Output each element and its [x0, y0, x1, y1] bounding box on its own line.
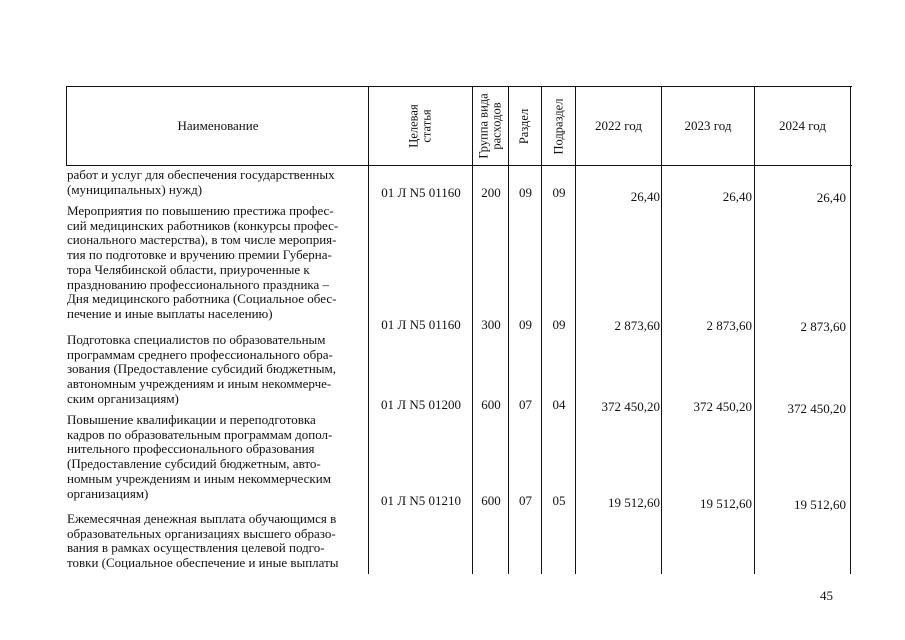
- row-2-line-8: печение и иные выплаты населению): [67, 305, 273, 321]
- row-3-line-3: зования (Предоставление субсидий бюджетным,: [67, 361, 336, 377]
- row-1-code: 01 Л N5 01160: [381, 185, 461, 200]
- row-1-line-1: работ и услуг для обеспечения государственных: [67, 167, 335, 182]
- header-expense-group-line2: расходов: [489, 102, 504, 150]
- row-4-2022: 19 512,60: [608, 495, 660, 510]
- row-3-group: 600: [481, 397, 501, 412]
- table-row-2-description: [67, 204, 363, 322]
- row-4-subsection: 05: [552, 493, 566, 508]
- row-2-group: 300: [481, 317, 501, 332]
- row-4-line-4: (Предоставление субсидий бюджетным, авто-: [67, 456, 321, 472]
- row-4-line-1: Повышение квалификации и переподготовка: [67, 412, 316, 427]
- row-2-subsection: 09: [552, 317, 566, 332]
- header-year-2023: 2023 год: [684, 118, 732, 133]
- row-3-line-5: ским организациям): [67, 390, 179, 406]
- header-bottom-border: [66, 165, 852, 166]
- col-border-year1: [661, 86, 662, 574]
- col-border-year2: [754, 86, 755, 574]
- row-2-line-7: Дня медицинского работника (Социальное обес-: [67, 291, 337, 307]
- header-name: Наименование: [177, 118, 259, 133]
- row-3-line-2: программам среднего профессионального обра-: [67, 346, 333, 362]
- row-3-2023: 372 450,20: [693, 399, 752, 414]
- header-subsection-label: Подраздел: [551, 98, 565, 154]
- row-3-2024: 372 450,20: [787, 401, 846, 416]
- row-1-2023: 26,40: [722, 189, 752, 204]
- row-1-section: 09: [519, 185, 532, 200]
- header-section-label: Раздел: [517, 108, 532, 144]
- row-4-section: 07: [519, 493, 532, 508]
- row-2-line-1: Мероприятия по повышению престижа профес-: [67, 203, 334, 218]
- row-2-line-2: сий медицинских работников (конкурсы профес-: [67, 217, 339, 233]
- header-target-article-line2: статья: [419, 109, 434, 143]
- row-2-2022: 2 873,60: [614, 318, 660, 333]
- header-year-2022: 2022 год: [595, 118, 642, 133]
- row-3-2022: 372 450,20: [601, 399, 660, 414]
- header-expense-group: [473, 87, 508, 165]
- row-4-code: 01 Л N5 01210: [381, 493, 461, 508]
- row-1-subsection: 09: [552, 185, 566, 200]
- header-expense-group-line1: Группа вида: [476, 93, 491, 159]
- header-target-article: [369, 87, 472, 165]
- header-subsection: [542, 87, 575, 165]
- row-2-line-3: сионального мастерства), в том числе мероприя-: [67, 232, 337, 248]
- row-5-line-3: вания в рамках осуществления целевой подго-: [67, 540, 325, 556]
- row-5-line-4: товки (Социальное обеспечение и иные выплаты: [67, 555, 339, 571]
- header-target-article-line1: Целевая: [406, 104, 421, 148]
- row-4-group: 600: [481, 493, 501, 508]
- page-number: 45: [820, 588, 833, 603]
- row-2-section: 09: [519, 317, 532, 332]
- table-row-1-description: [67, 168, 363, 197]
- row-4-line-3: нительного профессионального образования: [67, 441, 315, 457]
- row-1-2022: 26,40: [630, 189, 660, 204]
- header-section: [509, 87, 541, 165]
- row-2-line-4: тия по подготовке и вручению премии Губерна-: [67, 247, 332, 263]
- table-row-3-description: [67, 333, 363, 407]
- row-4-2024: 19 512,60: [794, 497, 846, 512]
- row-4-line-5: номным учреждениям и иным некоммерческим: [67, 470, 331, 486]
- row-1-line-2: (муниципальных) нужд): [67, 181, 203, 197]
- row-1-2024: 26,40: [816, 190, 846, 205]
- table-row-4-description: [67, 413, 363, 501]
- row-5-line-1: Ежемесячная денежная выплата обучающимся в: [67, 511, 337, 526]
- row-4-line-2: кадров по образовательным программам допол-: [67, 426, 333, 442]
- row-3-line-1: Подготовка специалистов по образовательным: [67, 332, 326, 347]
- row-3-subsection: 04: [552, 397, 566, 412]
- row-4-2023: 19 512,60: [700, 496, 752, 511]
- row-2-line-6: празднованию профессионального праздника –: [67, 276, 330, 292]
- row-1-group: 200: [481, 185, 501, 200]
- row-2-2023: 2 873,60: [706, 318, 752, 333]
- row-3-line-4: автономным учреждениям и иным некоммерче-: [67, 376, 332, 392]
- header-year-2024: 2024 год: [779, 118, 826, 133]
- row-2-2024: 2 873,60: [800, 319, 846, 334]
- table-row-5-description: [67, 512, 363, 571]
- col-border-right: [850, 86, 851, 574]
- row-5-line-2: образовательных организациях высшего образо-: [67, 525, 336, 541]
- row-3-section: 07: [519, 397, 532, 412]
- row-2-code: 01 Л N5 01160: [381, 317, 461, 332]
- row-4-line-6: организациям): [67, 485, 149, 501]
- row-3-code: 01 Л N5 01200: [381, 397, 461, 412]
- row-2-line-5: тора Челябинской области, приуроченные к: [67, 261, 310, 277]
